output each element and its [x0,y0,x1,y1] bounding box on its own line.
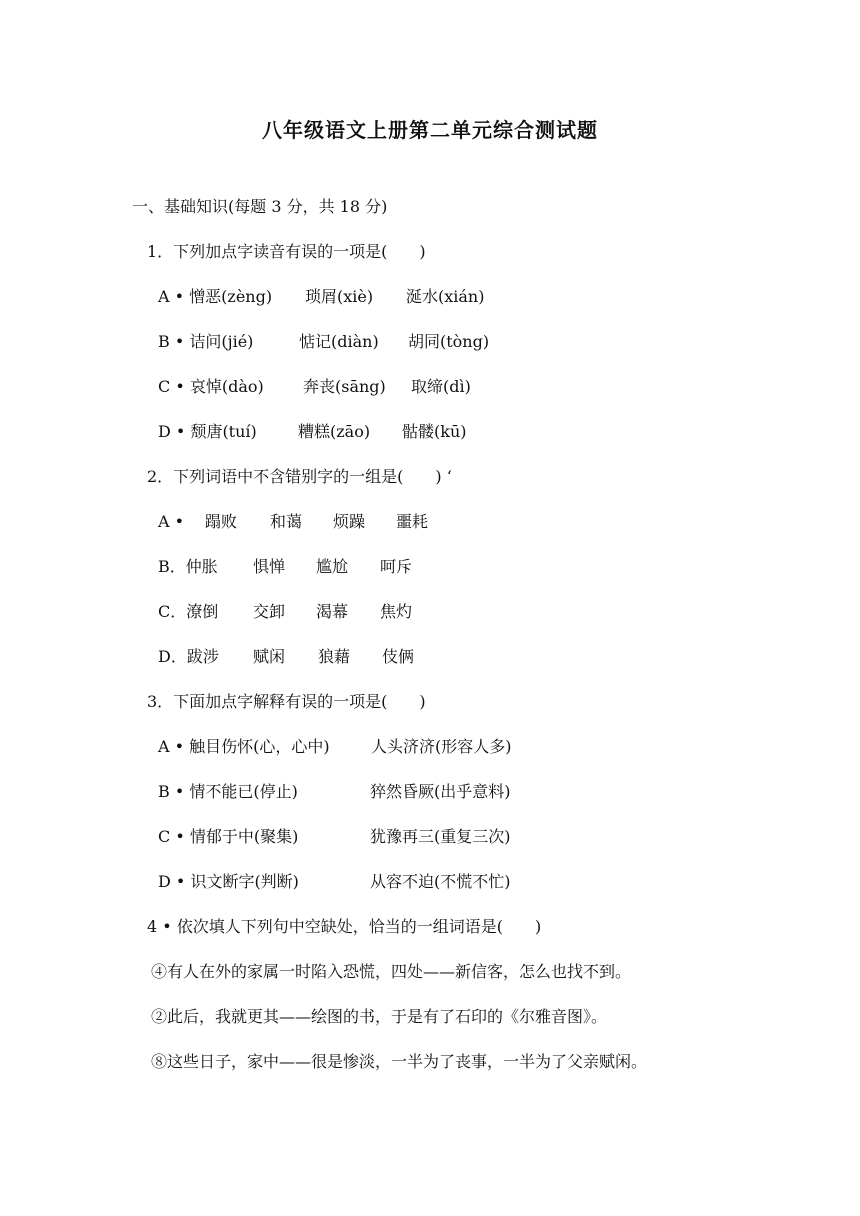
q2-c-word-4: 焦灼 [380,602,413,621]
q2-a-word-3: 烦躁 [333,512,366,531]
q2-d-word-4: 伎俩 [382,647,415,666]
q3-b-item-1: B • 情不能已(停止) [158,782,298,801]
question-2-stem: 2．下列词语中不含错别字的一组是( ) ‘ [147,467,452,486]
q1-c-item-1: C • 哀悼(dào) [158,377,264,396]
q3-b-item-2: 猝然昏厥(出乎意料) [370,782,511,801]
q1-a-item-1: A • 憎恶(zèng) [158,287,273,306]
q1-c-item-3: 取缔(dì) [411,377,471,396]
question-1-stem: 1．下列加点字读音有误的一项是( ) [147,242,426,261]
q1-a-item-2: 琐屑(xiè) [305,287,374,306]
q1-b-item-3: 胡同(tòng) [408,332,490,351]
q2-c-word-2: 交卸 [253,602,286,621]
q2-b-word-2: 惧惮 [253,557,286,576]
q4-sentence-2: ②此后，我就更其——绘图的书，于是有了石印的《尔雅音图》。 [151,1007,608,1026]
q1-b-item-2: 惦记(diàn) [299,332,379,351]
q2-c-word-1: C．潦倒 [158,602,219,621]
q1-c-item-2: 奔丧(sāng) [303,377,386,396]
q4-sentence-1: ④有人在外的家属一时陷入恐慌，四处——新信客，怎么也找不到。 [151,962,632,981]
q2-c-word-3: 渴幕 [316,602,349,621]
q1-d-item-3: 骷髅(kū) [402,422,467,441]
q3-d-item-1: D • 识文断字(判断) [158,872,299,891]
q2-b-word-3: 尴尬 [316,557,349,576]
q2-d-word-2: 赋闲 [253,647,286,666]
q2-b-word-4: 呵斥 [380,557,413,576]
q3-c-item-2: 犹豫再三(重复三次) [370,827,511,846]
q2-a-word-1: 蹋败 [205,512,238,531]
q2-d-word-3: 狼藉 [318,647,351,666]
q3-a-item-2: 人头济济(形容人多) [371,737,512,756]
q2-b-word-1: B．仲胀 [158,557,218,576]
q1-a-item-3: 涎水(xián) [406,287,485,306]
q2-a-word-2: 和蔼 [270,512,303,531]
q3-a-item-1: A • 触目伤怀(心，心中) [158,737,330,756]
question-4-stem: 4 • 依次填人下列句中空缺处，恰当的一组词语是( ) [147,917,542,936]
q3-d-item-2: 从容不迫(不慌不忙) [370,872,511,891]
q2-a-word-4: 噩耗 [396,512,429,531]
q4-sentence-3: ⑧这些日子，家中——很是惨淡，一半为了丧事，一半为了父亲赋闲。 [151,1052,648,1071]
q1-b-item-1: B • 诘问(jié) [158,332,254,351]
q2-a-label: A • [158,512,185,531]
page-title: 八年级语文上册第二单元综合测试题 [262,118,598,142]
q3-c-item-1: C • 情郁于中(聚集) [158,827,299,846]
q1-d-item-1: D • 颓唐(tuí) [158,422,257,441]
section-heading: 一、基础知识(每题 3 分，共 18 分) [132,197,388,216]
q2-d-word-1: D．跋涉 [158,647,219,666]
q1-d-item-2: 糟糕(zāo) [298,422,371,441]
question-3-stem: 3．下面加点字解释有误的一项是( ) [147,692,426,711]
